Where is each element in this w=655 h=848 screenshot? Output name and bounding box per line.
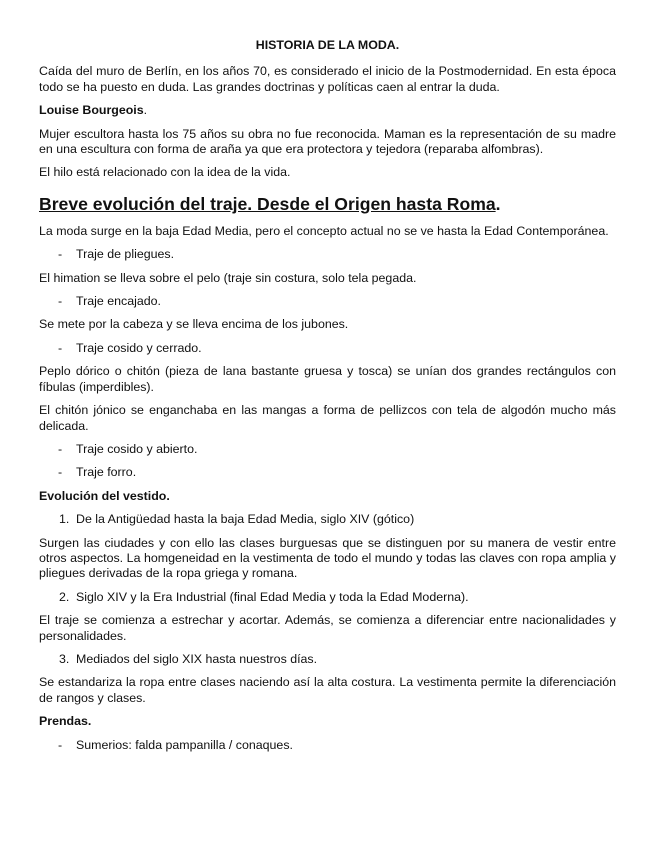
numbered-item-text: De la Antigüedad hasta la baja Edad Media, siglo XIV (gótico) <box>76 512 415 527</box>
number-marker: 2. <box>59 589 70 604</box>
number-marker: 3. <box>59 651 70 666</box>
numbered-item-3 <box>39 652 616 667</box>
numbered-item-text: Mediados del siglo XIX hasta nuestros días. <box>76 651 318 666</box>
dash-bullet: - <box>58 441 63 456</box>
dash-bullet: - <box>58 465 63 480</box>
list-item-traje-pliegues <box>39 247 616 262</box>
section-heading <box>39 194 616 215</box>
paragraph-chiton-jonico: El chitón jónico se enganchaba en las mangas a forma de pellizcos con tela de algodón mucho más delicada. <box>39 403 616 433</box>
paragraph-peplo: Peplo dórico o chitón (pieza de lana bastante gruesa y tosca) se unían dos grandes rectángulos con fíbulas (imperdibles). <box>39 364 616 394</box>
dash-bullet: - <box>58 294 63 309</box>
list-item-text: Traje forro. <box>76 465 137 480</box>
list-item-traje-forro <box>39 465 616 480</box>
list-item-text: Traje cosido y cerrado. <box>76 340 202 355</box>
list-item-text: Traje encajado. <box>76 294 161 309</box>
paragraph-hilo: El hilo está relacionado con la idea de la vida. <box>39 165 291 180</box>
heading-evolucion-vestido: Evolución del vestido. <box>39 488 170 503</box>
list-item-text: Traje de pliegues. <box>76 247 175 262</box>
heading-louise-bourgeois <box>39 103 616 118</box>
section-heading-text: Breve evolución del traje. Desde el Origen hasta Roma <box>39 193 496 214</box>
paragraph-alta-costura: Se estandariza la ropa entre clases naciendo así la alta costura. La vestimenta permite la diferenciación de rangos y clases. <box>39 675 616 705</box>
section-heading-dot: . <box>495 193 501 214</box>
paragraph-himation: El himation se lleva sobre el pelo (traje sin costura, solo tela pegada. <box>39 270 417 285</box>
number-marker: 1. <box>59 512 70 527</box>
list-item-traje-cosido-abierto <box>39 442 616 457</box>
paragraph-traje-estrechar: El traje se comienza a estrechar y acortar. Además, se comienza a diferenciar entre nacionalidades y personalidades. <box>39 613 616 643</box>
list-item-traje-cosido-cerrado <box>39 341 616 356</box>
list-item-sumerios <box>39 738 616 753</box>
numbered-item-2 <box>39 590 616 605</box>
heading-prendas: Prendas. <box>39 714 92 729</box>
list-item-traje-encajado <box>39 294 616 309</box>
paragraph-postmodernidad: Caída del muro de Berlín, en los años 70, es considerado el inicio de la Postmodernidad. En esta época todo se ha puesto en duda. Las grandes doctrinas y políticas caen al entrar la duda. <box>39 64 616 94</box>
dash-bullet: - <box>58 737 63 752</box>
list-item-text: Traje cosido y abierto. <box>76 441 198 456</box>
paragraph-moda-surge: La moda surge en la baja Edad Media, pero el concepto actual no se ve hasta la Edad Contemporánea. <box>39 223 609 238</box>
numbered-item-1 <box>39 512 616 527</box>
list-item-text: Sumerios: falda pampanilla / conaques. <box>76 737 293 752</box>
numbered-item-text: Siglo XIV y la Era Industrial (final Edad Media y toda la Edad Moderna). <box>76 589 469 604</box>
heading-louise-bourgeois-dot: . <box>143 103 148 118</box>
document-title: HISTORIA DE LA MODA. <box>255 38 400 52</box>
dash-bullet: - <box>58 340 63 355</box>
paragraph-cabeza: Se mete por la cabeza y se lleva encima de los jubones. <box>39 317 349 332</box>
heading-louise-bourgeois-text: Louise Bourgeois <box>39 103 144 118</box>
document-page <box>39 38 616 761</box>
paragraph-ciudades: Surgen las ciudades y con ello las clases burguesas que se distinguen por su manera de vestir entre otros aspectos. La homgeneidad en la vestimenta de todo el mundo y todas las claves con ropa amplia y pliegues derivadas de la ropa griega y romana. <box>39 535 616 581</box>
paragraph-louise: Mujer escultora hasta los 75 años su obra no fue reconocida. Maman es la representación de su madre en una escultura con forma de araña ya que era protectora y tejedora (reparaba alfombras). <box>39 126 616 157</box>
dash-bullet: - <box>58 247 63 262</box>
